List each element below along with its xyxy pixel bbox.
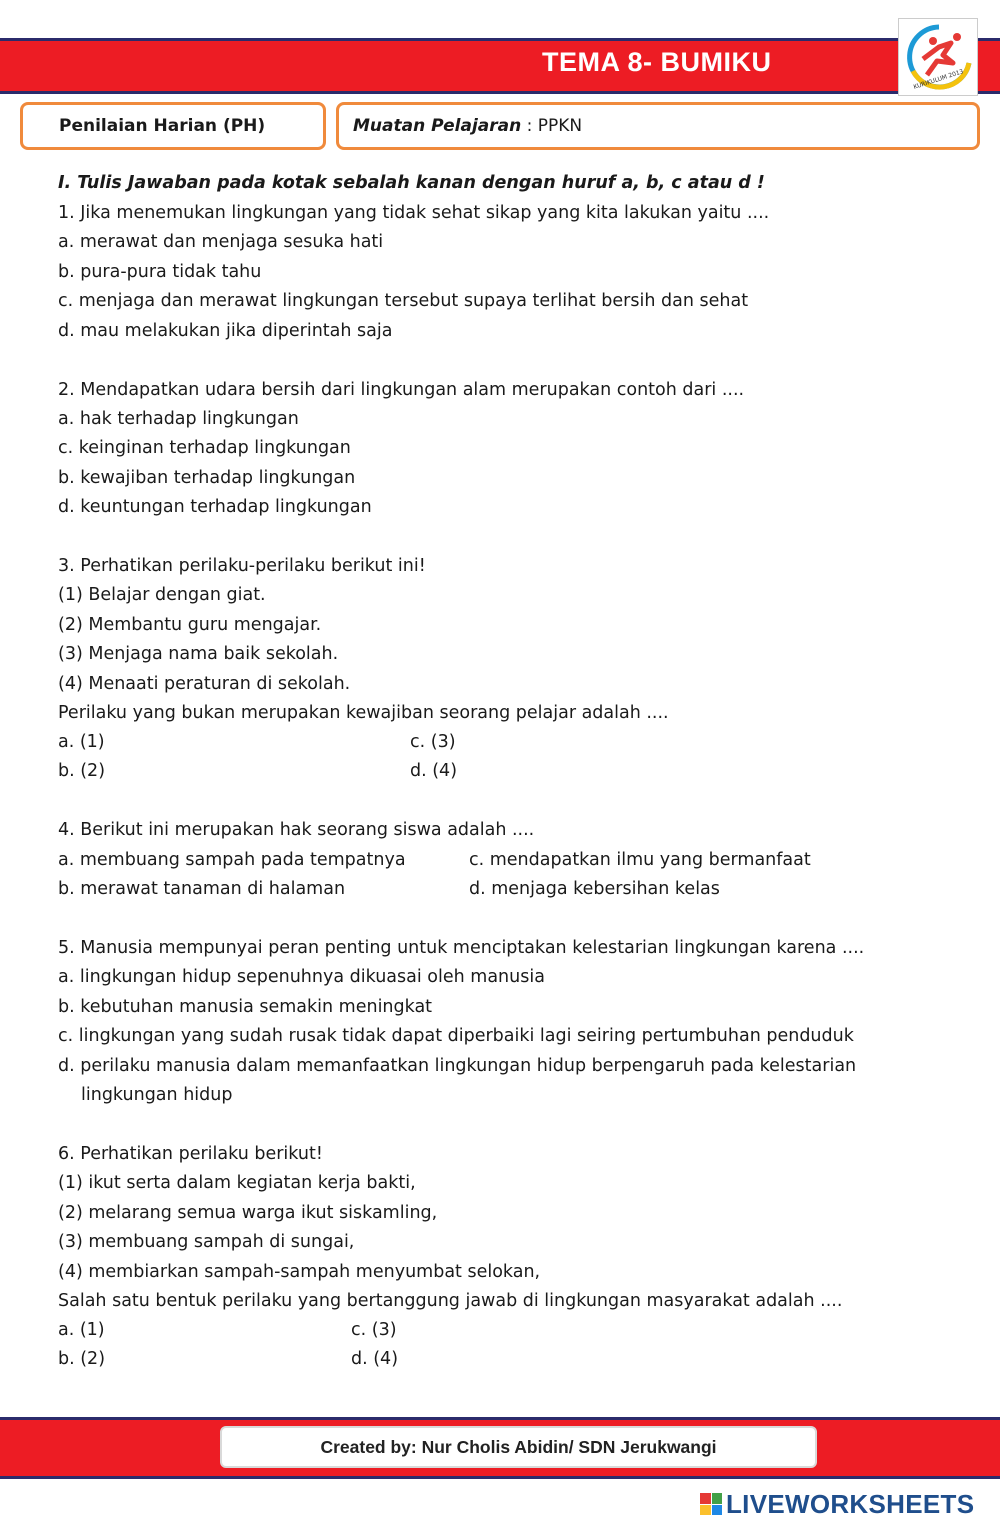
- q5-option-d: d. perilaku manusia dalam memanfaatkan lingkungan hidup berpengaruh pada kelestarian: [58, 1056, 857, 1076]
- q4-option-b: b. merawat tanaman di halaman: [58, 879, 346, 899]
- q4-question: 4. Berikut ini merupakan hak seorang siswa adalah ....: [58, 820, 535, 840]
- q1-question: 1. Jika menemukan lingkungan yang tidak sehat sikap yang kita lakukan yaitu ....: [58, 203, 770, 223]
- q2-option-4: d. keuntungan terhadap lingkungan: [58, 497, 372, 517]
- q6-option-d: d. (4): [351, 1349, 399, 1369]
- instruction: I. Tulis Jawaban pada kotak sebalah kanan dengan huruf a, b, c atau d !: [58, 173, 765, 193]
- q3-statement-3: (3) Menjaga nama baik sekolah.: [58, 644, 339, 664]
- q4-option-a: a. membuang sampah pada tempatnya: [58, 850, 406, 870]
- q2-option-3: b. kewajiban terhadap lingkungan: [58, 468, 356, 488]
- q6-prompt: Salah satu bentuk perilaku yang bertanggung jawab di lingkungan masyarakat adalah ....: [58, 1291, 843, 1311]
- q1-option-a: a. merawat dan menjaga sesuka hati: [58, 232, 384, 252]
- q3-statement-2: (2) Membantu guru mengajar.: [58, 615, 322, 635]
- q3-statement-4: (4) Menaati peraturan di sekolah.: [58, 674, 351, 694]
- q5-option-c: c. lingkungan yang sudah rusak tidak dapat diperbaiki lagi seiring pertumbuhan penduduk: [58, 1026, 854, 1046]
- subject-value: : PPKN: [521, 116, 583, 136]
- q6-option-a: a. (1): [58, 1320, 105, 1340]
- q6-option-c: c. (3): [351, 1320, 397, 1340]
- q3-statement-1: (1) Belajar dengan giat.: [58, 585, 266, 605]
- liveworksheets-logo[interactable]: [700, 1488, 974, 1520]
- q2-option-2: c. keinginan terhadap lingkungan: [58, 438, 351, 458]
- q3-option-c: c. (3): [410, 732, 456, 752]
- q6-question: 6. Perhatikan perilaku berikut!: [58, 1144, 323, 1164]
- q5-option-b: b. kebutuhan manusia semakin meningkat: [58, 997, 433, 1017]
- q1-option-b: b. pura-pura tidak tahu: [58, 262, 262, 282]
- q1-option-d: d. mau melakukan jika diperintah saja: [58, 321, 393, 341]
- q6-option-b: b. (2): [58, 1349, 106, 1369]
- kurikulum-logo-icon: [898, 18, 978, 96]
- q2-option-1: a. hak terhadap lingkungan: [58, 409, 299, 429]
- q4-option-c: c. mendapatkan ilmu yang bermanfaat: [469, 850, 811, 870]
- author-credit: Created by: Nur Cholis Abidin/ SDN Jerukwangi: [220, 1426, 817, 1468]
- subject-box: [336, 102, 980, 150]
- q3-option-b: b. (2): [58, 761, 106, 781]
- q6-statement-2: (2) melarang semua warga ikut siskamling,: [58, 1203, 438, 1223]
- q5-question: 5. Manusia mempunyai peran penting untuk menciptakan kelestarian lingkungan karena ....: [58, 938, 865, 958]
- assessment-type-box: [20, 102, 326, 150]
- q3-option-a: a. (1): [58, 732, 105, 752]
- q3-question: 3. Perhatikan perilaku-perilaku berikut ini!: [58, 556, 426, 576]
- q6-statement-3: (3) membuang sampah di sungai,: [58, 1232, 355, 1252]
- q3-option-d: d. (4): [410, 761, 458, 781]
- assessment-type-label: Penilaian Harian (PH): [59, 116, 266, 136]
- q6-statement-1: (1) ikut serta dalam kegiatan kerja bakti,: [58, 1173, 416, 1193]
- q1-option-c: c. menjaga dan merawat lingkungan tersebut supaya terlihat bersih dan sehat: [58, 291, 749, 311]
- q2-question: 2. Mendapatkan udara bersih dari lingkungan alam merupakan contoh dari ....: [58, 380, 745, 400]
- q6-statement-4: (4) membiarkan sampah-sampah menyumbat selokan,: [58, 1262, 541, 1282]
- q5-option-d-continued: lingkungan hidup: [81, 1085, 233, 1105]
- logo-text: KURIKULUM 2013: [912, 68, 965, 91]
- q3-prompt: Perilaku yang bukan merupakan kewajiban seorang pelajar adalah ....: [58, 703, 669, 723]
- liveworksheets-mark-icon: [700, 1493, 722, 1515]
- subject-label: Muatan Pelajaran: [353, 116, 522, 136]
- header-bar: [0, 38, 1000, 94]
- liveworksheets-wordmark: LIVEWORKSHEETS: [726, 1488, 975, 1519]
- q5-option-a: a. lingkungan hidup sepenuhnya dikuasai oleh manusia: [58, 967, 545, 987]
- page-title: TEMA 8- BUMIKU: [542, 47, 772, 77]
- q4-option-d: d. menjaga kebersihan kelas: [469, 879, 720, 899]
